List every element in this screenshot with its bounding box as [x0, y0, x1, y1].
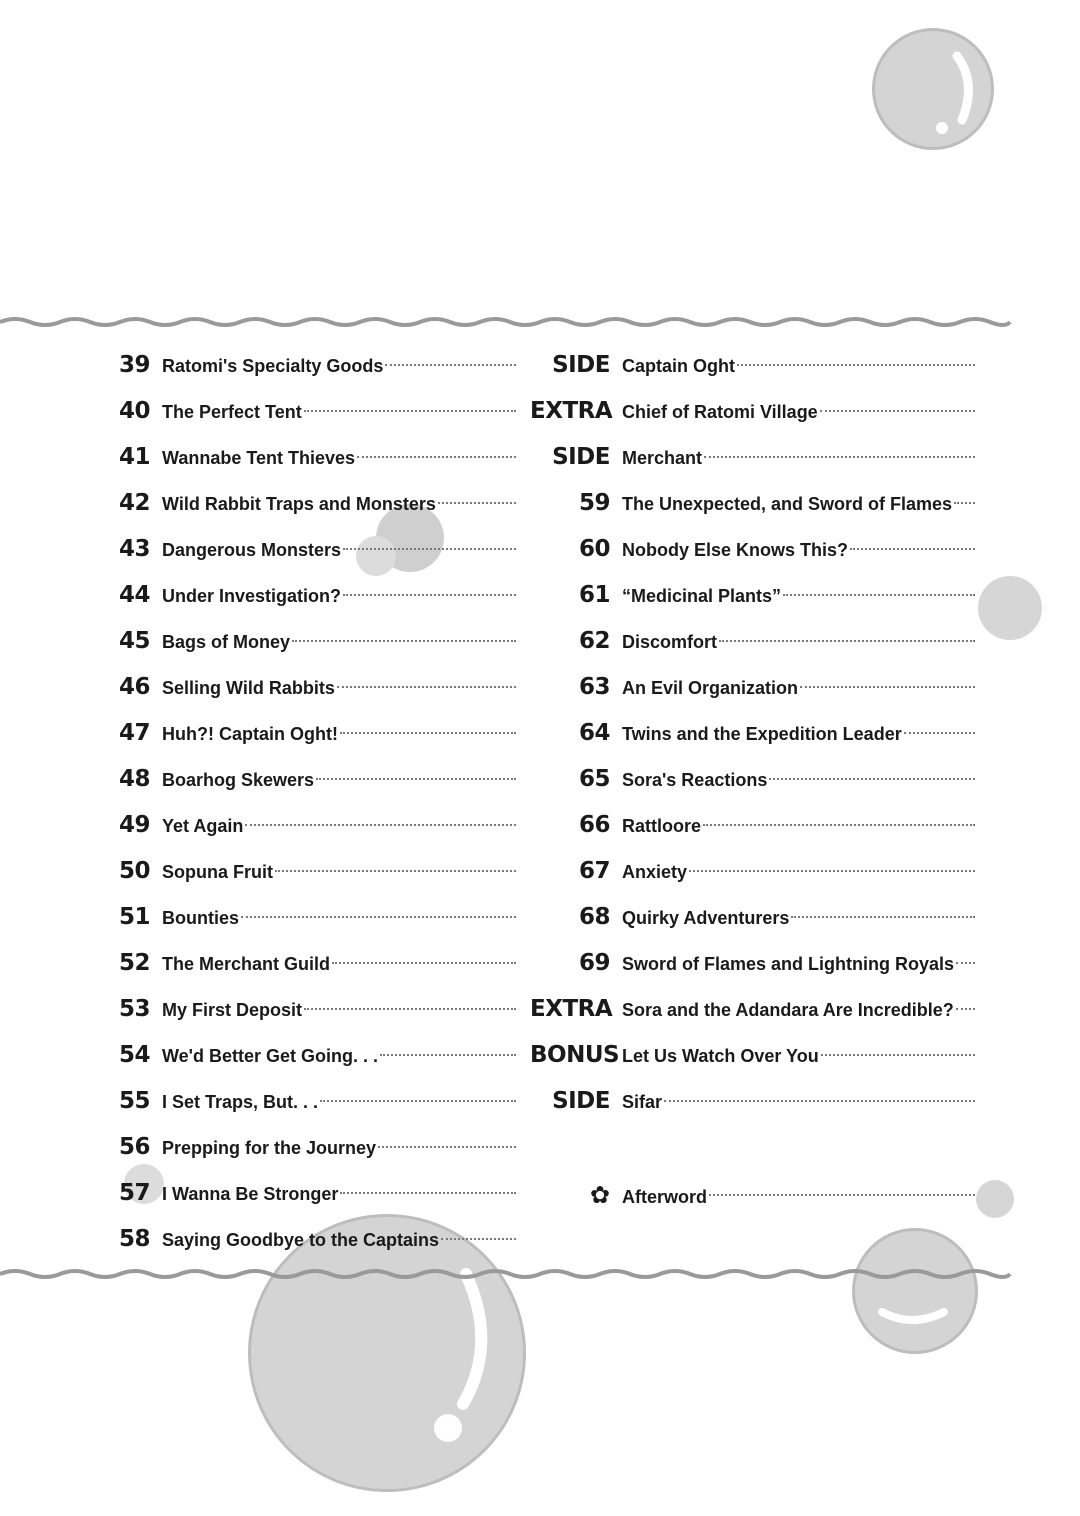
- toc-entry[interactable]: [100, 1078, 516, 1124]
- toc-entry[interactable]: [100, 1170, 516, 1216]
- toc-entry[interactable]: [100, 572, 516, 618]
- toc-entry[interactable]: [530, 1032, 975, 1078]
- chapter-number: 42: [118, 490, 150, 516]
- chapter-number: 69: [578, 950, 610, 976]
- chapter-number: 49: [118, 812, 150, 838]
- chapter-number: 50: [118, 858, 150, 884]
- dot-leader: [337, 685, 516, 688]
- toc-entry[interactable]: [530, 894, 975, 940]
- dot-leader: [783, 593, 975, 596]
- toc-entry[interactable]: [100, 618, 516, 664]
- toc-entry[interactable]: [100, 1216, 516, 1262]
- dot-leader: [791, 915, 975, 918]
- toc-entry[interactable]: [100, 756, 516, 802]
- chapter-title: The Perfect Tent: [162, 402, 302, 422]
- dot-leader: [245, 823, 516, 826]
- dot-leader: [292, 639, 516, 642]
- dot-leader: [340, 1191, 516, 1194]
- chapter-number: EXTRA: [530, 398, 613, 424]
- toc-entry[interactable]: [530, 664, 975, 710]
- wavy-divider-bottom: [0, 1266, 1020, 1280]
- chapter-number: 40: [118, 398, 150, 424]
- toc-entry[interactable]: [530, 388, 975, 434]
- dot-leader: [304, 1007, 516, 1010]
- dot-leader: [800, 685, 975, 688]
- chapter-number: 54: [118, 1042, 150, 1068]
- chapter-number: 53: [118, 996, 150, 1022]
- chapter-title: Anxiety: [622, 862, 688, 882]
- dot-leader: [343, 547, 516, 550]
- bubble-decoration: [978, 576, 1042, 640]
- chapter-number: BONUS: [530, 1042, 620, 1068]
- chapter-number: 39: [118, 352, 150, 378]
- chapter-title: Quirky Adventurers: [622, 908, 790, 928]
- chapter-title: Afterword: [622, 1187, 707, 1207]
- dot-leader: [956, 961, 975, 964]
- toc-entry[interactable]: [530, 480, 975, 526]
- toc-entry[interactable]: [530, 848, 975, 894]
- chapter-title: “Medicinal Plants”: [622, 586, 782, 606]
- chapter-number: 67: [578, 858, 610, 884]
- dot-leader: [704, 455, 975, 458]
- dot-leader: [821, 1053, 975, 1056]
- dot-leader: [320, 1099, 516, 1102]
- chapter-number: 66: [578, 812, 610, 838]
- dot-leader: [709, 1193, 975, 1196]
- bubble-shine: [872, 28, 994, 150]
- chapter-title: The Merchant Guild: [162, 954, 331, 974]
- chapter-title: Wannabe Tent Thieves: [162, 448, 356, 468]
- chapter-title: Prepping for the Journey: [162, 1138, 377, 1158]
- toc-entry[interactable]: [100, 940, 516, 986]
- chapter-number: 55: [118, 1088, 150, 1114]
- toc-entry[interactable]: [100, 802, 516, 848]
- chapter-title: Sifar: [622, 1092, 663, 1112]
- toc-entry[interactable]: [100, 1124, 516, 1170]
- chapter-number: SIDE: [552, 1088, 610, 1114]
- chapter-number: 48: [118, 766, 150, 792]
- toc-entry[interactable]: [530, 986, 975, 1032]
- toc-entry[interactable]: [100, 526, 516, 572]
- chapter-title: An Evil Organization: [622, 678, 799, 698]
- toc-entry[interactable]: [100, 480, 516, 526]
- chapter-title: Boarhog Skewers: [162, 770, 315, 790]
- dot-leader: [441, 1237, 516, 1240]
- dot-leader: [357, 455, 516, 458]
- toc-entry[interactable]: [530, 342, 975, 388]
- chapter-number: 52: [118, 950, 150, 976]
- chapter-title: The Unexpected, and Sword of Flames: [622, 494, 953, 514]
- chapter-number: 46: [118, 674, 150, 700]
- chapter-title: Captain Oght: [622, 356, 735, 376]
- toc-entry[interactable]: [100, 710, 516, 756]
- toc-entry[interactable]: [100, 388, 516, 434]
- chapter-title: Wild Rabbit Traps and Monsters: [162, 494, 436, 514]
- chapter-title: Bags of Money: [162, 632, 291, 652]
- dot-leader: [340, 731, 516, 734]
- toc-left-column: [100, 342, 516, 1262]
- toc-entry[interactable]: [530, 1078, 975, 1124]
- chapter-number: 47: [118, 720, 150, 746]
- chapter-number: 62: [578, 628, 610, 654]
- chapter-number: 57: [118, 1180, 150, 1206]
- toc-entry[interactable]: [100, 848, 516, 894]
- chapter-title: I Set Traps, But. . .: [162, 1092, 319, 1112]
- dot-leader: [719, 639, 975, 642]
- chapter-number: 68: [578, 904, 610, 930]
- chapter-number: 58: [118, 1226, 150, 1252]
- chapter-number: 60: [578, 536, 610, 562]
- toc-entry[interactable]: [530, 802, 975, 848]
- chapter-title: Selling Wild Rabbits: [162, 678, 335, 698]
- dot-leader: [954, 501, 975, 504]
- chapter-title: Nobody Else Knows This?: [622, 540, 849, 560]
- dot-leader: [850, 547, 975, 550]
- dot-leader: [332, 961, 516, 964]
- chapter-number: 61: [578, 582, 610, 608]
- chapter-title: Merchant: [622, 448, 703, 468]
- dot-leader: [769, 777, 975, 780]
- chapter-title: Dangerous Monsters: [162, 540, 342, 560]
- chapter-title: Chief of Ratomi Village: [622, 402, 818, 422]
- toc-entry[interactable]: [530, 618, 975, 664]
- chapter-title: Under Investigation?: [162, 586, 342, 606]
- chapter-number: 59: [578, 490, 610, 516]
- wavy-divider-top: [0, 314, 1020, 328]
- chapter-number: 64: [578, 720, 610, 746]
- chapter-title: Let Us Watch Over You: [622, 1046, 819, 1066]
- toc-entry[interactable]: [100, 1032, 516, 1078]
- chapter-title: Sword of Flames and Lightning Royals: [622, 954, 955, 974]
- chapter-title: Saying Goodbye to the Captains: [162, 1230, 440, 1250]
- chapter-title: We'd Better Get Going. . .: [162, 1046, 378, 1066]
- dot-leader: [380, 1053, 516, 1056]
- dot-leader: [689, 869, 975, 872]
- chapter-title: Twins and the Expedition Leader: [622, 724, 902, 744]
- chapter-title: I Wanna Be Stronger: [162, 1184, 339, 1204]
- dot-leader: [385, 363, 516, 366]
- chapter-number: SIDE: [552, 352, 610, 378]
- toc-entry[interactable]: [530, 940, 975, 986]
- toc-entry[interactable]: [530, 572, 975, 618]
- chapter-number: 41: [118, 444, 150, 470]
- toc-right-column: [530, 342, 975, 1218]
- dot-leader: [343, 593, 516, 596]
- dot-leader: [737, 363, 975, 366]
- toc-entry[interactable]: [100, 986, 516, 1032]
- dot-leader: [304, 409, 516, 412]
- chapter-number: SIDE: [552, 444, 610, 470]
- chapter-title: Bounties: [162, 908, 240, 928]
- chapter-title: Sopuna Fruit: [162, 862, 273, 882]
- chapter-number: 45: [118, 628, 150, 654]
- chapter-title: Rattloore: [622, 816, 702, 836]
- dot-leader: [275, 869, 516, 872]
- chapter-number: EXTRA: [530, 996, 613, 1022]
- dot-leader: [703, 823, 975, 826]
- toc-entry[interactable]: [100, 342, 516, 388]
- chapter-title: Sora's Reactions: [622, 770, 768, 790]
- dot-leader: [378, 1145, 516, 1148]
- chapter-title: Huh?! Captain Oght!: [162, 724, 338, 744]
- bubble-shine: [852, 1228, 978, 1354]
- chapter-title: Sora and the Adandara Are Incredible?: [622, 1000, 954, 1020]
- flower-icon: ✿: [589, 1181, 610, 1209]
- toc-entry[interactable]: [530, 434, 975, 480]
- chapter-number: 51: [118, 904, 150, 930]
- toc-entry[interactable]: [530, 526, 975, 572]
- dot-leader: [438, 501, 516, 504]
- toc-entry-afterword[interactable]: [530, 1172, 975, 1218]
- chapter-number: 44: [118, 582, 150, 608]
- chapter-number: 63: [578, 674, 610, 700]
- bubble-decoration: [976, 1180, 1014, 1218]
- dot-leader: [316, 777, 516, 780]
- toc-entry[interactable]: [530, 756, 975, 802]
- chapter-title: Ratomi's Specialty Goods: [162, 356, 384, 376]
- dot-leader: [956, 1007, 975, 1010]
- chapter-number: 43: [118, 536, 150, 562]
- chapter-number: 65: [578, 766, 610, 792]
- dot-leader: [241, 915, 516, 918]
- dot-leader: [664, 1099, 975, 1102]
- chapter-title: Yet Again: [162, 816, 244, 836]
- dot-leader: [820, 409, 975, 412]
- toc-entry[interactable]: [100, 434, 516, 480]
- toc-entry[interactable]: [100, 664, 516, 710]
- chapter-title: Discomfort: [622, 632, 718, 652]
- toc-entry[interactable]: [100, 894, 516, 940]
- chapter-number: 56: [118, 1134, 150, 1160]
- chapter-title: My First Deposit: [162, 1000, 303, 1020]
- dot-leader: [904, 731, 975, 734]
- toc-entry[interactable]: [530, 710, 975, 756]
